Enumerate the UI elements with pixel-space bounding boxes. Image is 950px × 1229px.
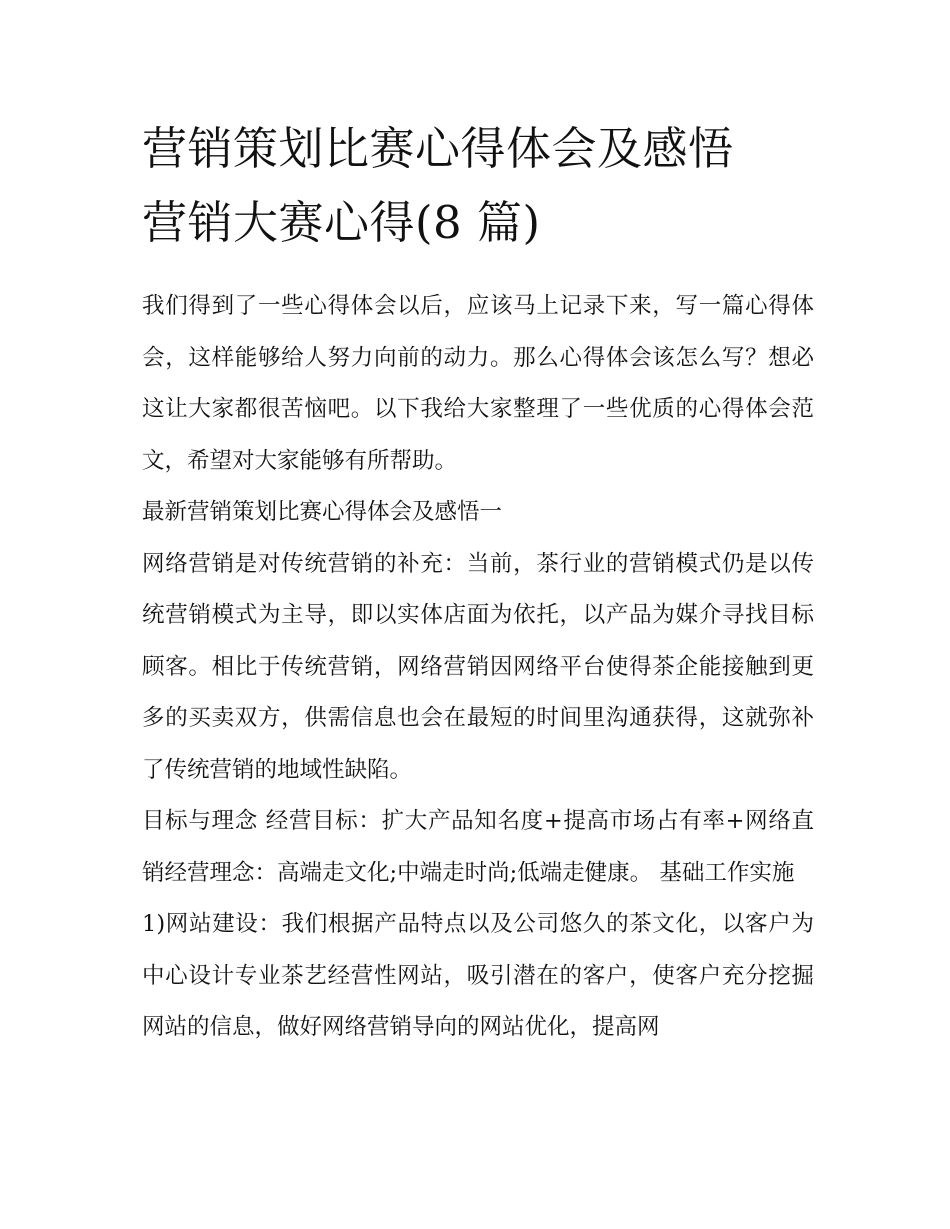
- document-body: [142, 281, 814, 1054]
- title-line-2: 营销大赛心得(8 篇): [142, 196, 541, 249]
- intro-paragraph: 我们得到了一些心得体会以后，应该马上记录下来，写一篇心得体会，这样能够给人努力向前的动力。那么心得体会该怎么写？想必这让大家都很苦恼吧。以下我给大家整理了一些优质的心得体会范文，希望对大家能够有所帮助。: [142, 293, 814, 474]
- body-paragraph: 1)网站建设：我们根据产品特点以及公司悠久的茶文化，以客户为中心设计专业茶艺经营性网站，吸引潜在的客户，使客户充分挖掘网站的信息，做好网络营销导向的网站优化，提高网: [142, 911, 814, 1040]
- body-paragraph: 网络营销是对传统营销的补充：当前，茶行业的营销模式仍是以传统营销模式为主导，即以实体店面为依托，以产品为媒介寻找目标顾客。相比于传统营销，网络营销因网络平台使得茶企能接触到更多的买卖双方，供需信息也会在最短的时间里沟通获得，这就弥补了传统营销的地域性缺陷。: [142, 550, 814, 783]
- document-content: [142, 112, 814, 1054]
- body-paragraph: 目标与理念 经营目标：扩大产品知名度+提高市场占有率+网络直销经营理念：高端走文化;中端走时尚;低端走健康。 基础工作实施: [142, 808, 814, 886]
- section-heading: 最新营销策划比赛心得体会及感悟一: [142, 499, 503, 525]
- document-title: [142, 112, 814, 260]
- title-line-1: 营销策划比赛心得体会及感悟: [142, 122, 734, 175]
